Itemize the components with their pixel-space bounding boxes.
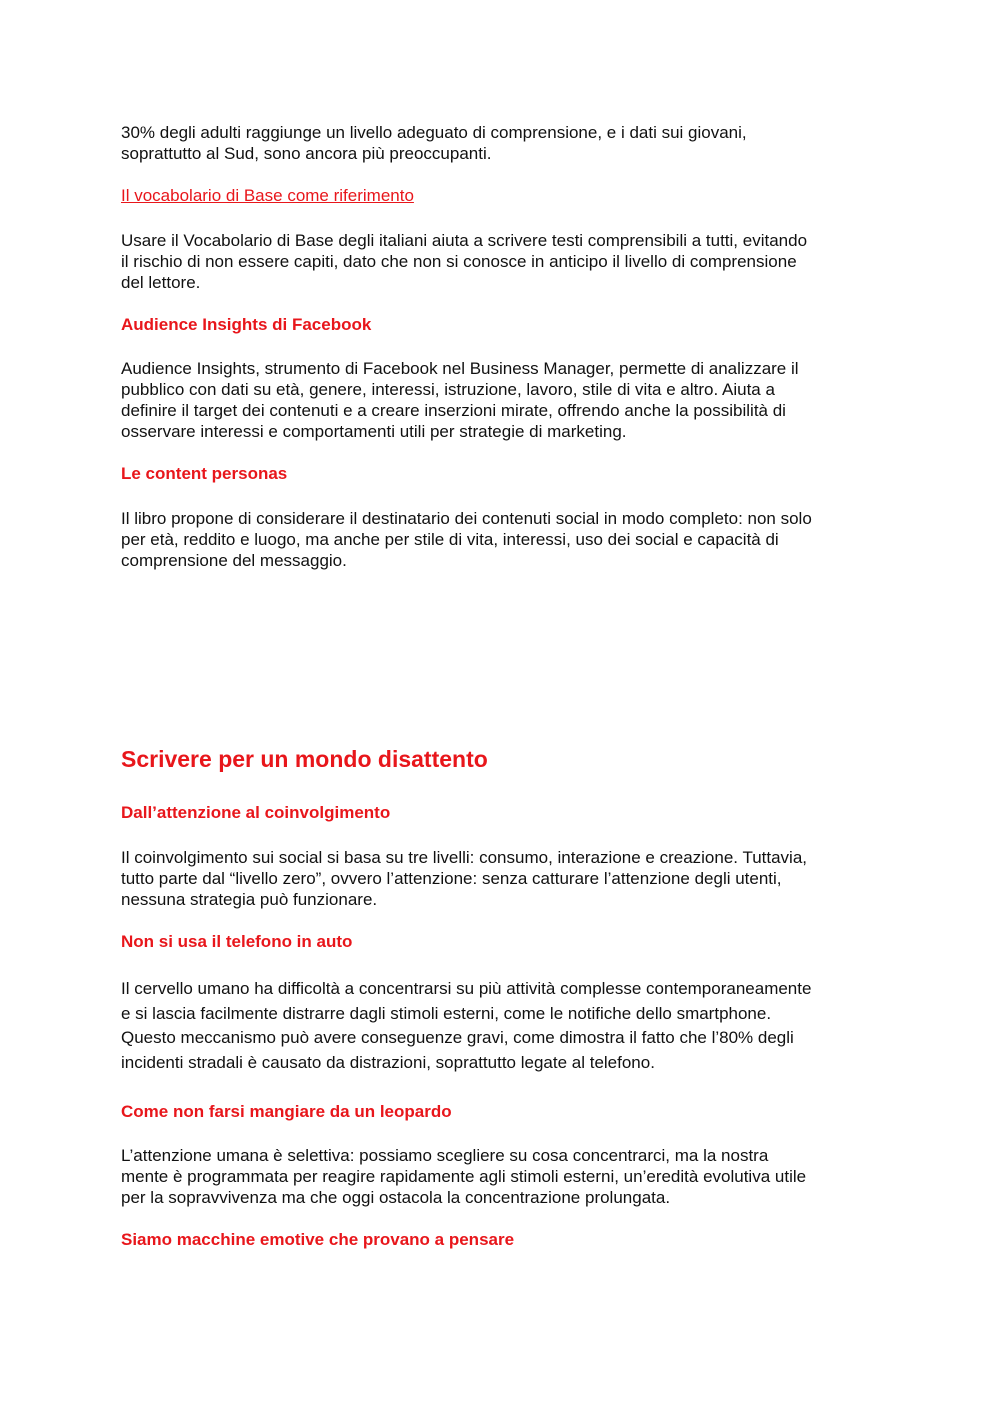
vocabolario-paragraph: Usare il Vocabolario di Base degli italiani aiuta a scrivere testi comprensibili a tutti, evitando il rischio di non essere capiti, dato che non si conosce in anticipo il livello di comprensione del lettore. — [121, 231, 808, 292]
audience-paragraph: Audience Insights, strumento di Facebook nel Business Manager, permette di analizzare il pubblico con dati su età, genere, interessi, istruzione, lavoro, stile di vita e altro. Aiuta a definire il target dei contenuti e a creare inserzioni mirate, offrendo anche la possibilità di osservare interessi e comportamenti utili per strategie di marketing. — [121, 359, 799, 441]
vocabolario-link[interactable]: Il vocabolario di Base come riferimento — [121, 186, 414, 205]
intro-paragraph: 30% degli adulti raggiunge un livello adeguato di comprensione, e i dati sui giovani, soprattutto al Sud, sono ancora più preoccupanti. — [121, 123, 747, 163]
audience-heading: Audience Insights di Facebook — [121, 315, 372, 334]
leopardo-paragraph: L’attenzione umana è selettiva: possiamo scegliere su cosa concentrarci, ma la nostra mente è programmata per reagire rapidamente agli stimoli esterni, un’eredità evolutiva utile per la sopravvivenza ma che oggi ostacola la concentrazione prolungata. — [121, 1146, 807, 1207]
attenzione-paragraph: Il coinvolgimento sui social si basa su tre livelli: consumo, interazione e creazione. Tuttavia, tutto parte dal “livello zero”, ovvero l’attenzione: senza catturare l’attenzione degli utenti, nessuna strategia può funzionare. — [121, 848, 808, 909]
chapter-title: Scrivere per un mondo disattento — [121, 746, 488, 772]
leopardo-heading: Come non farsi mangiare da un leopardo — [121, 1102, 452, 1121]
emotive-heading: Siamo macchine emotive che provano a pensare — [121, 1230, 515, 1249]
telefono-heading: Non si usa il telefono in auto — [121, 932, 353, 951]
personas-paragraph: Il libro propone di considerare il destinatario dei contenuti social in modo completo: non solo per età, reddito e luogo, ma anche per stile di vita, interessi, uso dei social e capacità di comprensione del messaggio. — [121, 509, 812, 570]
telefono-paragraph: Il cervello umano ha difficoltà a concentrarsi su più attività complesse contemporaneamente e si lascia facilmente distrarre dagli stimoli esterni, come le notifiche dello smartphone. Questo meccanismo può avere conseguenze gravi, come dimostra il fatto che l’80% degli incidenti stradali è causato da distrazioni, soprattutto legate al telefono. — [121, 979, 812, 1072]
attenzione-heading: Dall’attenzione al coinvolgimento — [121, 803, 391, 822]
personas-heading: Le content personas — [121, 464, 288, 483]
